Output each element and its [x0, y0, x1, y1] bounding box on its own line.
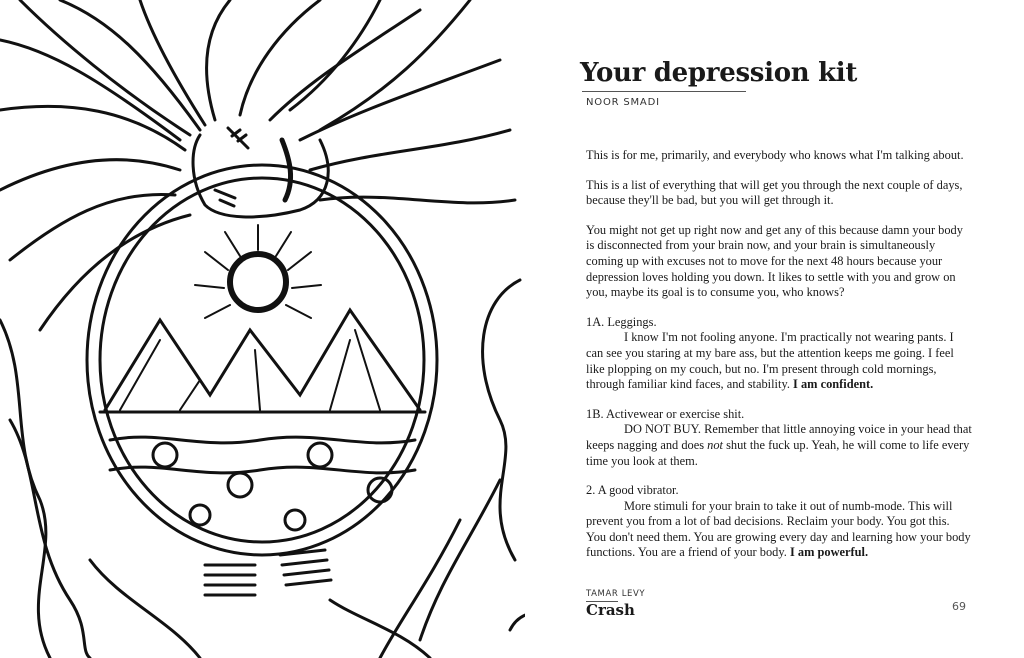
emphasis-text: I am powerful. [789, 545, 869, 560]
italic-text: not [707, 437, 723, 452]
list-item-1a [586, 315, 972, 393]
list-item-text: More stimuli for your brain to take it out of numb-mode. This will prevent you from a lot of bad decisions. Reclaim your body. You got this. You don't need them. You are growing every day and learning how your body functions. You are a friend of your body. I am powerful. [586, 498, 971, 560]
article-author: NOOR SMADI [586, 97, 660, 108]
list-item-2 [586, 483, 972, 561]
intro-paragraph-2: This is a list of everything that will get you through the next couple of days, because they'll be bad, but you will get through it. [586, 177, 963, 208]
list-item-1b [586, 407, 972, 469]
list-item-heading: 2. A good vibrator. [586, 483, 679, 498]
title-divider [582, 91, 746, 92]
intro-paragraph-1: This is for me, primarily, and everybody who knows what I'm talking about. [586, 148, 964, 162]
article-title: Your depression kit [580, 58, 858, 88]
intro-paragraph-3: You might not get up right now and get any of this because damn your body is disconnected from your brain now, and your brain is simultaneously coming up with excuses not to move for the next 48 hours because your depression loves holding you down. It likes to settle with you and grow on you, maybe its goal is to consume you, who knows? [586, 222, 963, 300]
article-column [580, 0, 980, 658]
list-item-text: I know I'm not fooling anyone. I'm practically not wearing pants. I can see you staring at my bare ass, but the attention keeps me going. I feel like plopping on my couch, but no. I'm present through cold mornings, through familiar kind faces, and stability. I am confident. [586, 330, 954, 392]
list-item-heading: 1B. Activewear or exercise shit. [586, 406, 745, 421]
artwork-artist: TAMAR LEVY [586, 589, 646, 599]
list-item-heading: 1A. Leggings. [586, 314, 657, 329]
list-item-text: DO NOT BUY. Remember that little annoying voice in your head that keeps nagging and does not shut the fuck up. Yeah, he will come to life every time you look at them. [586, 422, 972, 468]
page-number: 69 [952, 600, 966, 613]
artwork-title: Crash [586, 601, 635, 619]
emphasis-text: I am confident. [793, 377, 874, 392]
article-body [586, 148, 972, 575]
